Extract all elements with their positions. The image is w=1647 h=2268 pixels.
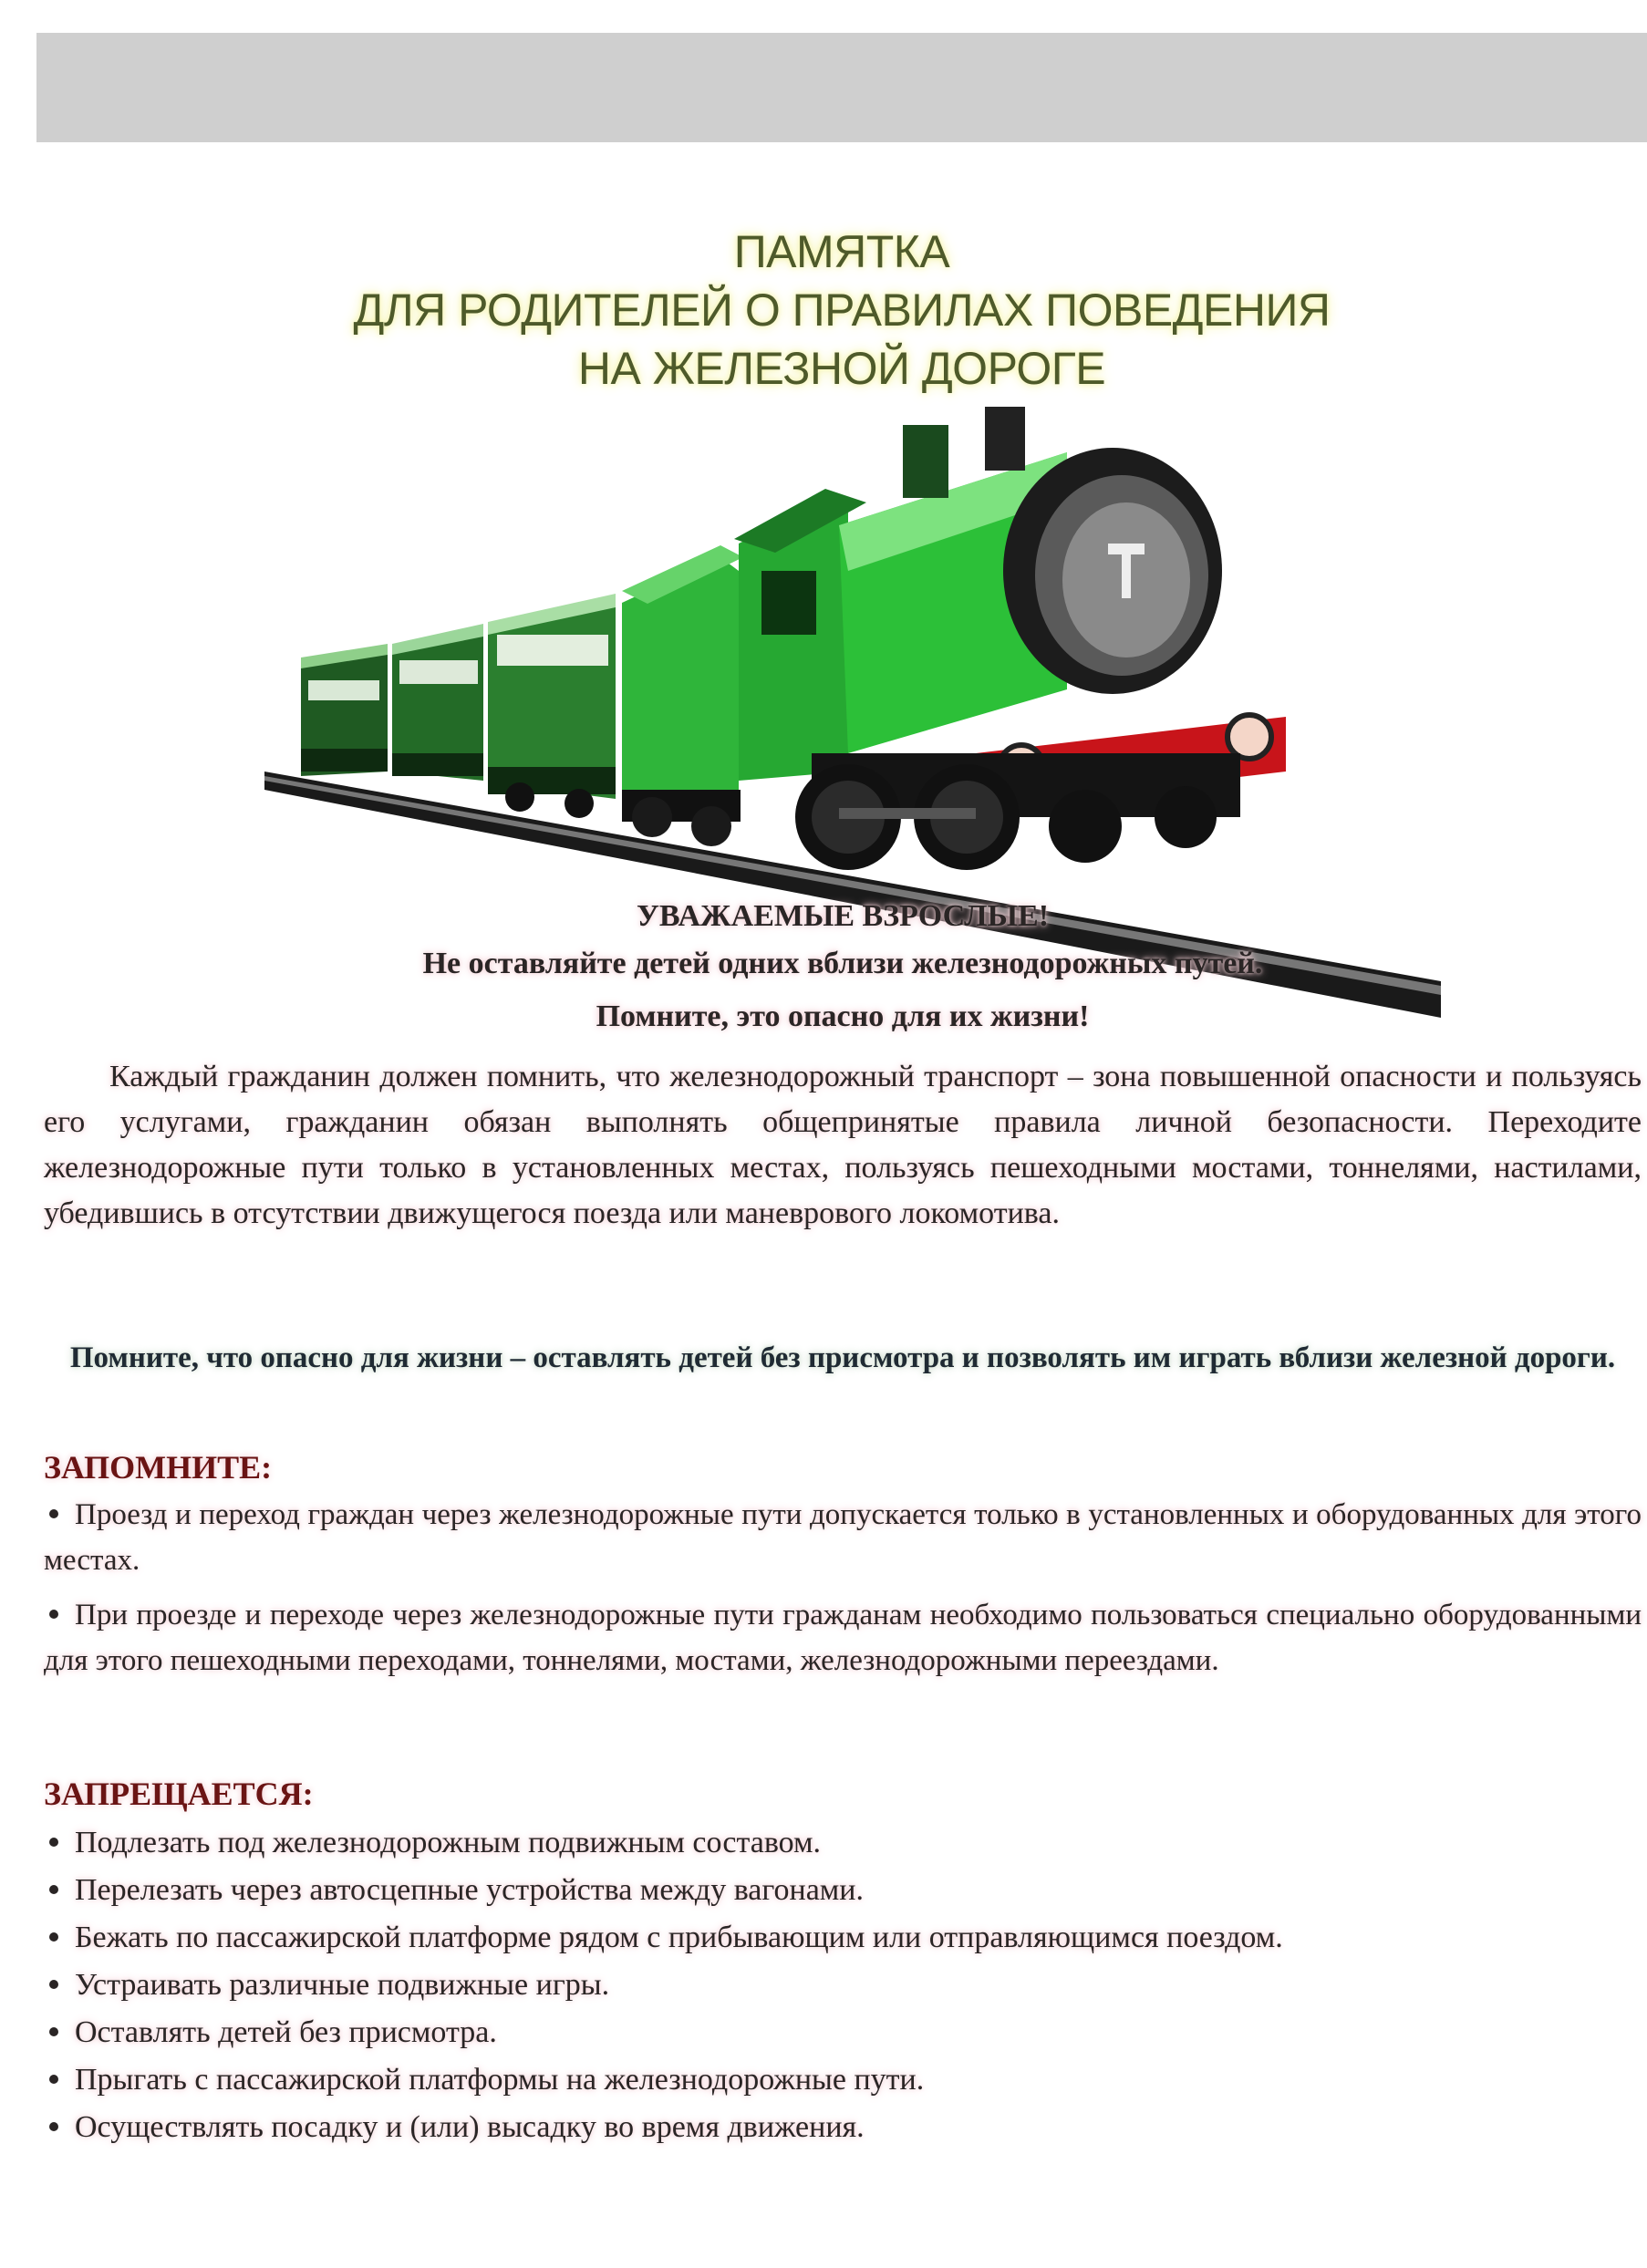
list-item-text: Проезд и переход граждан через железнодорожные пути допускается только в установленных и оборудованных для этого местах.	[44, 1498, 1642, 1577]
heading-dear-adults: УВАЖАЕМЫЕ ВЗРОСЛЫЕ!	[636, 899, 1050, 933]
carriage-2	[392, 624, 483, 781]
remember-title: ЗАПОМНИТЕ:	[44, 1449, 273, 1486]
list-item	[44, 1592, 1642, 1683]
list-item-text: Бежать по пассажирской платформе рядом с прибывающим или отправляющимся поездом.	[75, 1921, 1283, 1954]
remember-list	[44, 1492, 1642, 1693]
list-item	[44, 1915, 1642, 1961]
list-item-text: При проезде и переходе через железнодорожные пути гражданам необходимо пользоваться специально оборудованными для этого пешеходными переходами, тоннелями, мостами, железнодорожными переездами.	[44, 1599, 1642, 1677]
list-item-text: Устраивать различные подвижные игры.	[75, 1968, 610, 2002]
list-item	[44, 2105, 1642, 2150]
carriage-1	[488, 594, 616, 818]
bullet-icon	[49, 1932, 58, 1942]
bullet-icon	[49, 1838, 58, 1847]
bullet-icon	[49, 1980, 58, 1989]
bullet-icon	[49, 1885, 58, 1894]
list-item-text: Осуществлять посадку и (или) высадку во время движения.	[75, 2110, 865, 2144]
main-paragraph: Каждый гражданин должен помнить, что железнодорожный транспорт – зона повышенной опасности и пользуясь его услугами, гражданин обязан выполнять общепринятые правила личной безопасности. Переходите железнодорожные пути только в установленных местах, пользуясь пешеходными мостами, тоннелями, настилами, убедившись в отсутствии движущегося поезда или маневрового локомотива.	[44, 1060, 1642, 1230]
title-line-1: ПАМЯТКА	[733, 226, 950, 277]
bullet-icon	[49, 2122, 58, 2131]
list-item	[44, 1492, 1642, 1583]
list-item-text: Подлезать под железнодорожным подвижным составом.	[75, 1826, 822, 1859]
locomotive-wheels	[795, 753, 1240, 870]
heading-danger: Помните, это опасно для их жизни!	[596, 999, 1090, 1033]
bullet-icon	[49, 2027, 58, 2036]
list-item	[44, 2057, 1642, 2103]
leaflet-page	[36, 142, 1647, 2268]
locomotive-front	[1003, 448, 1222, 694]
list-item-text: Оставлять детей без присмотра.	[75, 2015, 497, 2049]
tender	[622, 545, 743, 846]
list-item	[44, 1962, 1642, 2008]
bullet-icon	[49, 1509, 58, 1518]
forbidden-list	[44, 1820, 1642, 2152]
bullet-icon	[49, 1610, 58, 1619]
title-line-3: НА ЖЕЛЕЗНОЙ ДОРОГЕ	[577, 343, 1106, 394]
forbidden-title: ЗАПРЕЩАЕТСЯ:	[44, 1776, 314, 1812]
list-item	[44, 2010, 1642, 2056]
leaflet-title	[36, 223, 1647, 398]
list-item-text: Прыгать с пассажирской платформы на железнодорожные пути.	[75, 2063, 925, 2097]
title-line-2: ДЛЯ РОДИТЕЛЕЙ О ПРАВИЛАХ ПОВЕДЕНИЯ	[353, 285, 1331, 336]
carriage-3	[301, 644, 388, 776]
list-item	[44, 1868, 1642, 1913]
heading-do-not-leave: Не оставляйте детей одних вблизи железнодорожных путей.	[422, 947, 1263, 980]
bullet-icon	[49, 2075, 58, 2084]
top-gray-bar	[36, 33, 1647, 142]
list-item	[44, 1820, 1642, 1866]
list-item-text: Перелезать через автосцепные устройства между вагонами.	[75, 1873, 864, 1907]
warning-text: Помните, что опасно для жизни – оставлять детей без присмотра и позволять им играть вблизи железной дороги.	[69, 1341, 1616, 1374]
